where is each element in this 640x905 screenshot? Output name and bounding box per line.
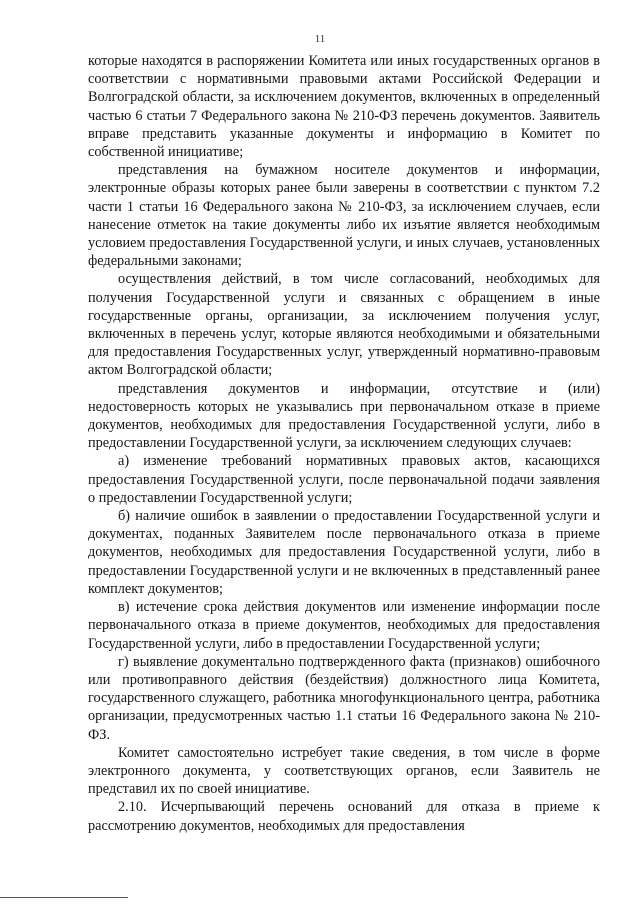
paragraph-section-2-10: 2.10. Исчерпывающий перечень оснований для отказа в приеме к рассмотрению документов, необходимых для предоставления — [88, 799, 600, 834]
document-body — [88, 52, 600, 835]
paragraph-item-a: а) изменение требований нормативных правовых актов, касающихся предоставления Государственной услуги, после первоначальной подачи заявления о предоставлении Государственной услуги; — [88, 453, 600, 506]
paragraph-approvals: осуществления действий, в том числе согласований, необходимых для получения Государственной услуги и связанных с обращением в иные государственные органы, организации, за исключением получения услуг, включенных в перечень услуг, которые являются необходимыми и обязательными для предоставления Государственных услуг, утвержденный нормативно-правовым актом Волгоградской области; — [88, 271, 600, 379]
paragraph-item-g: г) выявление документально подтвержденного факта (признаков) ошибочного или противоправного действия (бездействия) должностного лица Комитета, государственного служащего, работника многофункционального центра, работника организации, предусмотренных частью 1.1 статьи 16 Федерального закона № 210-ФЗ. — [88, 653, 600, 743]
paragraph-committee-requests: Комитет самостоятельно истребует такие сведения, в том числе в форме электронного документа, у соответствующих органов, если Заявитель не представил их по своей инициативе. — [88, 744, 600, 798]
paragraph-paper-documents: представления на бумажном носителе документов и информации, электронные образы которых ранее были заверены в соответствии с пунктом 7.2 части 1 статьи 16 Федерального закона № 210-ФЗ, за исключением случаев, если нанесение отметок на такие документы либо их изъятие является необходимым условием предоставления Государственной услуги, и иных случаев, установленных федеральными законами; — [88, 162, 600, 270]
paragraph-item-b: б) наличие ошибок в заявлении о предоставлении Государственной услуги и документах, поданных Заявителем после первоначального отказа в приеме документов, необходимых для предоставления Государственной услуги, либо в предоставлении Государственной услуги и не включенных в представленный ранее комплект документов; — [88, 508, 600, 597]
paragraph-item-v: в) истечение срока действия документов или изменение информации после первоначального отказа в приеме документов, необходимых для предоставления Государственной услуги, либо в предоставлении Государственной услуги; — [88, 599, 600, 652]
paragraph-continuation: которые находятся в распоряжении Комитета или иных государственных органов в соответствии с нормативными правовыми актами Российской Федерации и Волгоградской области, за исключением документов, включенных в определенный частью 6 статьи 7 Федерального закона № 210-ФЗ перечень документов. Заявитель вправе представить указанные документы и информацию в Комитет по собственной инициативе; — [88, 53, 600, 161]
paragraph-missing-documents: представления документов и информации, отсутствие и (или) недостоверность которых не указывались при первоначальном отказе в приеме документов, необходимых для предоставления Государственной услуги, либо в предоставлении Государственной услуги, за исключением следующих случаев: — [88, 380, 600, 452]
page-number: 11 — [314, 33, 326, 45]
footnote-rule — [0, 897, 128, 898]
